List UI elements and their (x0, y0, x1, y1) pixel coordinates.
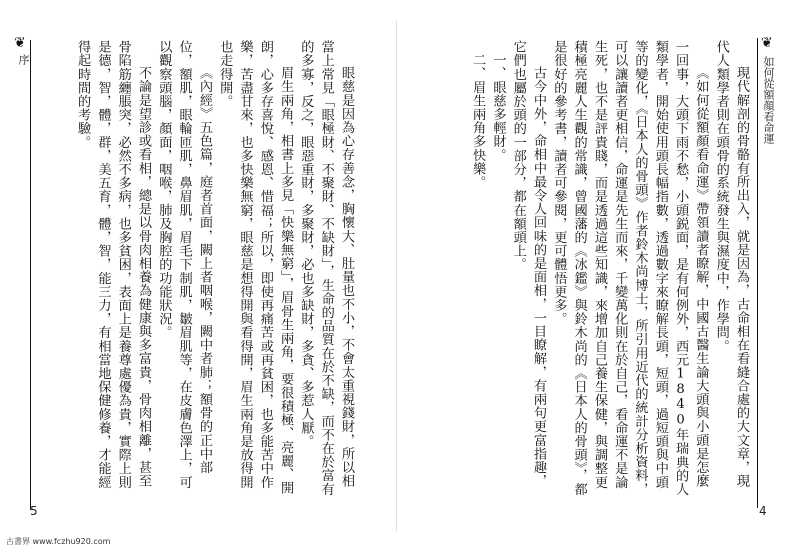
paragraph: 《內經》五色篇，庭者首面，闕上者咽喉，闕中者肺；額骨的正中部位，額肌，眼輪匝肌，鼻眉肌，眉毛下制肌，皺眉肌等，在皮膚色澤上，可以觀察頭腦，顏面，咽喉，肺及胸腔的功能狀況。 (156, 40, 212, 489)
paragraph: 眉生兩角，相書上多見「快樂無窮」，眉骨生兩角，要很積極、亮麗、開朗，心多存喜悅、感恩、惜福；所以，即使再痛苦或再貧困，也多能苦中作樂，苦盡甘來，也多快樂無窮，眼慈是想得開與看得開，眉生兩角是放得開也走得開。 (217, 40, 294, 495)
paragraph: 古今中外，命相中最令人回味的是面相，一目瞭解，有兩句更富指趣，它們也屬於頭的一部分，都在額頭上。 (510, 40, 547, 488)
list-item: 二、眉生兩角多快樂。 (470, 53, 486, 190)
flower-ornament-icon: ❦ (761, 35, 773, 51)
paragraph: 現代解剖的骨骼有所出入，就是因為，古命相在看縫合處的大文章，現代人類學者則在頭骨的系統發生與濕度中，作學問。 (713, 40, 749, 488)
body-text (48, 40, 356, 500)
paragraph: 不論是望診或看相，總是以骨肉相養為健康與多富貴，骨肉相離，甚至骨陷筋纏脹突，必然不多病，也多貧困，表面上是養尊處優為貴，實際上則是德，智，體，群，美五育，體，智，能三力，有相當地保健修養，才能經得起時間的考驗。 (75, 40, 152, 489)
running-header: 序 (17, 54, 30, 66)
left-page (0, 0, 396, 552)
site-watermark: 古書界 www.fczhu920.com (6, 537, 111, 546)
running-header: 如何從額顏看命運 (762, 56, 775, 144)
header-rule (757, 38, 758, 508)
header-rule (30, 40, 31, 510)
page-number: 5 (30, 504, 38, 518)
page-number: 4 (759, 504, 767, 518)
flower-ornament-icon: ❦ (14, 35, 26, 51)
paragraph: 《如何從額顏看命運》帶領讀者瞭解，中國古醫生論大頭與小頭是怎麼一回事，大頭下雨不愁，小頭鋭面，是有何例外，西元1840年瑞典的人類學者，開始使用頭長幅指數，透過數字來瞭解長頭，短頭，過短頭與中頭等的變化，《日本人的骨頭》作者鈴木尚博士，所引用近代的統計分析資料，可以讓讀者更相信，命運是先生而來，千變萬化則在於自己，看命運不是論生死，也不是評貴賤，而是透過這些知識，來增加自己養生保健，與調整更積極亮麗人生觀的常識，曾國藩的《冰鑑》與鈴木尚的《日本人的骨頭》，都是很好的參考書，讀者可參閱，更可體悟更多。 (551, 40, 709, 496)
paragraph: 眼慈是因為心存善念，胸懷大、肚量也不小，不會太重視錢財，所以相當上常見「眼極財、不聚財、不缺財」，生命的品質在於不缺，而不在於富有的多寡，反之，眼惡重財，多聚財，必也多缺財，多貪、多惹人厭。 (298, 40, 354, 496)
right-page (397, 0, 793, 552)
list-item: 一、眼慈多輕財。 (490, 53, 506, 162)
body-text (437, 40, 751, 500)
